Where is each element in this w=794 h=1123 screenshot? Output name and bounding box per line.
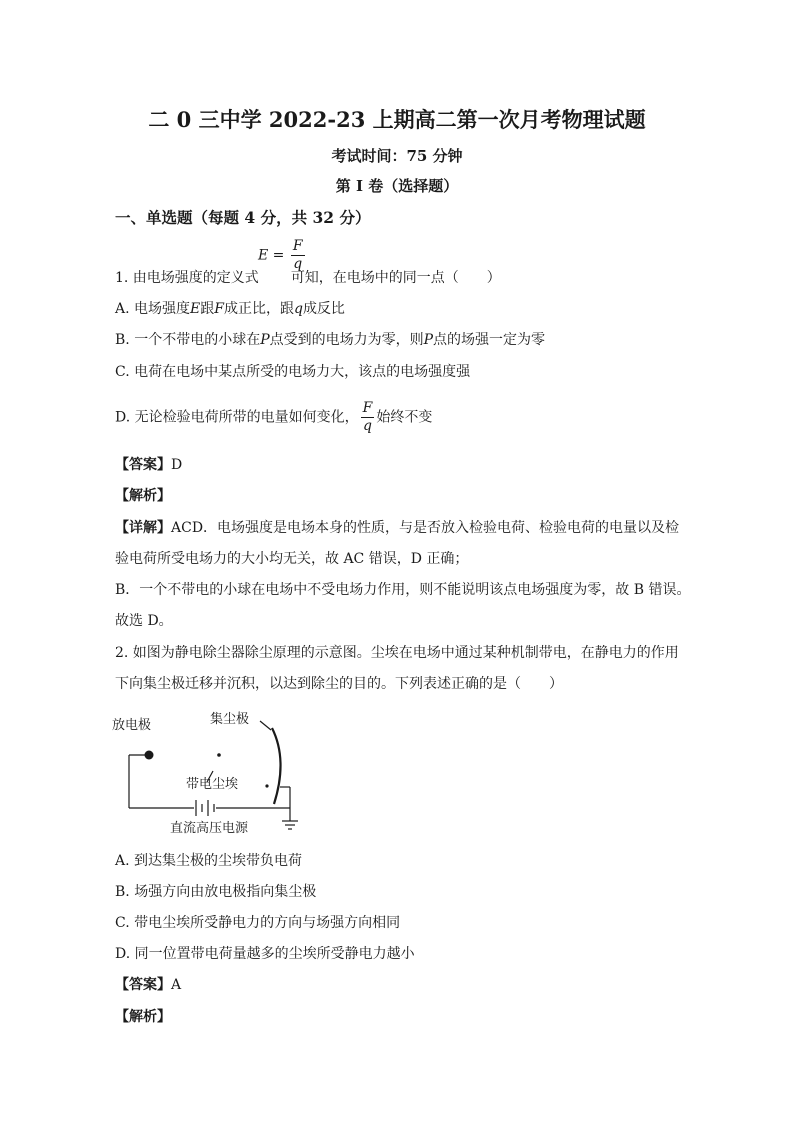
q1-a-text1: A. 电场强度 bbox=[115, 301, 191, 317]
formula-numerator: F bbox=[292, 238, 303, 254]
detail-tag: 【详解】 bbox=[115, 520, 171, 536]
label-discharge-electrode: 放电极 bbox=[112, 718, 152, 733]
q2-option-b: B. 场强方向由放电极指向集尘极 bbox=[115, 884, 317, 900]
q2-option-d: D. 同一位置带电荷量越多的尘埃所受静电力越小 bbox=[115, 946, 415, 962]
q1-stem-pre: 1. 由电场强度的定义式 bbox=[115, 270, 259, 286]
q2-stem-line-1: 2. 如图为静电除尘器除尘原理的示意图。尘埃在电场中通过某种机制带电，在静电力的作用 bbox=[115, 645, 679, 661]
q1-detail-line-1 bbox=[115, 518, 679, 538]
q2-option-a: A. 到达集尘极的尘埃带负电荷 bbox=[115, 853, 303, 869]
q2-stem-line-2: 下向集尘极迁移并沉积，以达到除尘的目的。下列表述正确的是（ ） bbox=[115, 676, 563, 692]
q1-detail-line-3: B．一个不带电的小球在电场中不受电场力作用，则不能说明该点电场强度为零，故 B 错误。 bbox=[115, 582, 691, 598]
formula-lhs: E = bbox=[258, 247, 285, 264]
label-power-supply: 直流高压电源 bbox=[170, 821, 249, 836]
q2-answer bbox=[115, 975, 181, 995]
q1-b-text3: 点的场强一定为零 bbox=[433, 332, 546, 348]
answer-tag: 【答案】 bbox=[115, 977, 171, 993]
q1-option-a bbox=[115, 299, 345, 319]
q1-stem-post: 可知，在电场中的同一点（ ） bbox=[290, 270, 501, 286]
q2-analysis-tag: 【解析】 bbox=[115, 1009, 171, 1025]
q1-a-var-e: E bbox=[190, 301, 201, 317]
q1-option-c: C. 电荷在电场中某点所受的电场力大，该点的电场强度强 bbox=[115, 364, 471, 380]
q1-b-var-p1: P bbox=[260, 332, 270, 348]
q1-d-text1: D. 无论检验电荷所带的电量如何变化， bbox=[115, 409, 359, 426]
q1-answer bbox=[115, 455, 182, 475]
q1-option-b bbox=[115, 330, 545, 350]
discharge-electrode bbox=[145, 751, 154, 760]
exam-time: 考试时间：75 分钟 bbox=[331, 147, 463, 165]
formula-denominator: q bbox=[293, 256, 303, 272]
q1-detail-line-2: 验电荷所受电场力的大小均无关，故 AC 错误，D 正确； bbox=[115, 551, 469, 567]
q1-d-text2: 始终不变 bbox=[376, 409, 433, 426]
collector-plate bbox=[272, 728, 281, 804]
section-heading: 一、单选题（每题 4 分，共 32 分） bbox=[115, 208, 371, 227]
q1-d-numerator: F bbox=[362, 400, 373, 416]
q1-a-var-f: F bbox=[214, 301, 224, 317]
q1-stem bbox=[115, 268, 501, 288]
q1-d-denominator: q bbox=[363, 418, 372, 434]
q1-analysis-tag: 【解析】 bbox=[115, 488, 171, 504]
dust-particle bbox=[217, 753, 221, 757]
q1-a-text4: 成反比 bbox=[302, 301, 345, 317]
q1-b-text1: B. 一个不带电的小球在 bbox=[115, 332, 261, 348]
precipitator-diagram bbox=[110, 704, 310, 838]
q1-a-var-q: q bbox=[293, 301, 303, 317]
label-collector-electrode: 集尘极 bbox=[210, 712, 250, 727]
answer-value: D bbox=[171, 457, 183, 473]
q1-b-text2: 点受到的电场力为零，则 bbox=[269, 332, 424, 348]
q2-option-c: C. 带电尘埃所受静电力的方向与场强方向相同 bbox=[115, 915, 401, 931]
collector-leader bbox=[260, 721, 271, 730]
q1-d-fraction bbox=[361, 400, 375, 435]
label-charged-dust: 带电尘埃 bbox=[186, 777, 239, 792]
answer-value: A bbox=[171, 977, 182, 993]
answer-tag: 【答案】 bbox=[115, 457, 171, 473]
volume-heading: 第 I 卷（选择题） bbox=[335, 177, 459, 195]
q1-detail-line-4: 故选 D。 bbox=[115, 613, 173, 629]
q1-option-d bbox=[115, 400, 432, 435]
q1-a-text2: 跟 bbox=[200, 301, 215, 317]
page-title: 二 0 三中学 2022-23 上期高二第一次月考物理试题 bbox=[148, 107, 646, 132]
detail-text-1: ACD．电场强度是电场本身的性质，与是否放入检验电荷、检验电荷的电量以及检 bbox=[171, 520, 680, 536]
dust-particle bbox=[265, 784, 268, 787]
q1-a-text3: 成正比，跟 bbox=[223, 301, 294, 317]
q1-b-var-p2: P bbox=[423, 332, 434, 348]
